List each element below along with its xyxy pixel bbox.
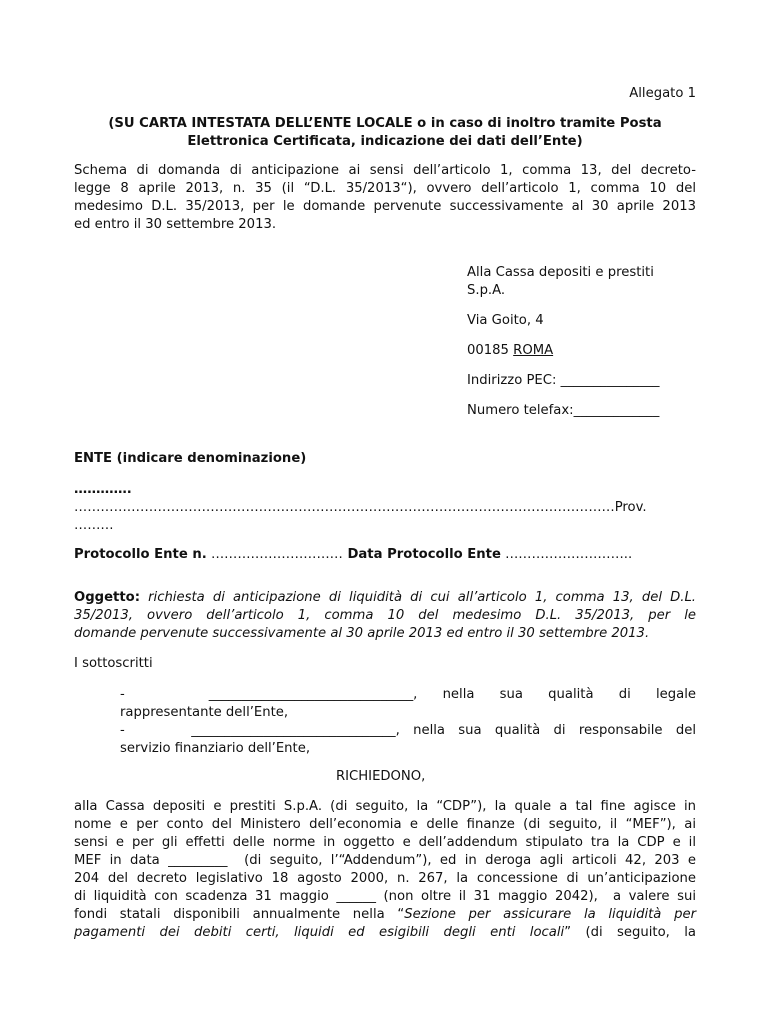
ente-dots-2: ……………………………………………………………………………………………………………Prov.: [74, 500, 647, 515]
intro-line-4: ed entro il 30 settembre 2013.: [74, 217, 277, 232]
body-line-8b: ” (di seguito, la: [564, 925, 696, 940]
oggetto-line-3: domande pervenute successivamente al 30 aprile 2013 ed entro il 30 settembre 2013.: [74, 626, 650, 641]
body-line-8: [74, 924, 696, 942]
recipient-fax: Numero telefax:_____________: [467, 403, 660, 418]
protocollo-label: Protocollo Ente n.: [74, 547, 207, 562]
intro-paragraph: [74, 162, 696, 234]
signatory-1-line-1: - _______________________________, nella sua qualità di legale: [120, 687, 696, 702]
intro-line-2: legge 8 aprile 2013, n. 35 (il “D.L. 35/2013“), ovvero dell’articolo 1, comma 10 del: [74, 181, 696, 196]
protocollo-dots: …………………………: [206, 547, 343, 562]
data-protocollo-label: Data Protocollo Ente: [342, 547, 501, 562]
body-paragraph: [74, 798, 696, 942]
heading-line-2: Elettronica Certificata, indicazione dei dati dell’Ente): [187, 134, 583, 149]
body-line-1: alla Cassa depositi e prestiti S.p.A. (di seguito, la “CDP”), la quale a tal fine agisce in: [74, 799, 696, 814]
body-line-3: sensi e per gli effetti delle norme in oggetto e dell’addendum stipulato tra la CDP e il: [74, 835, 696, 850]
allegato-label: Allegato 1: [629, 86, 696, 101]
oggetto-label: Oggetto:: [74, 590, 140, 605]
recipient-city-line: [467, 342, 707, 360]
body-line-8a: pagamenti dei debiti certi, liquidi ed esigibili degli enti locali: [74, 925, 565, 940]
oggetto-line-1: [74, 589, 696, 607]
recipient-line-1: Alla Cassa depositi e prestiti: [467, 265, 654, 280]
body-line-5: 204 del decreto legislativo 18 agosto 2000, n. 267, la concessione di un’anticipazione: [74, 871, 696, 886]
oggetto-text-1: richiesta di anticipazione di liquidità di cui all’articolo 1, comma 13, del D.L.: [139, 590, 696, 605]
body-line-4: MEF in data _________ (di seguito, l’“Addendum”), ed in deroga agli articoli 42, 203 e: [74, 853, 696, 868]
heading: [74, 115, 696, 151]
ente-dots-1: ………….: [74, 482, 132, 497]
signatory-list: [120, 686, 696, 758]
sottoscritti-label: I sottoscritti: [74, 656, 153, 671]
body-line-6: di liquidità con scadenza 31 maggio ______ (non oltre il 31 maggio 2042), a valere sui: [74, 889, 696, 904]
body-line-2: nome e per conto del Ministero dell’economia e delle finanze (di seguito, il “MEF”), ai: [74, 817, 696, 832]
recipient-street: Via Goito, 4: [467, 313, 544, 328]
recipient-line-2: S.p.A.: [467, 283, 506, 298]
recipient-block: [467, 264, 707, 300]
signatory-1-line-2: rappresentante dell’Ente,: [120, 705, 289, 720]
protocollo-line: [74, 546, 632, 564]
intro-line-1: Schema di domanda di anticipazione ai sensi dell’articolo 1, comma 13, del decreto-: [74, 163, 696, 178]
body-line-7b: Sezione per assicurare la liquidità per: [404, 907, 696, 922]
richiedono-heading: RICHIEDONO,: [336, 769, 426, 784]
oggetto-paragraph: [74, 589, 696, 643]
body-line-7a: fondi statali disponibili annualmente nella “: [74, 907, 405, 922]
recipient-city: ROMA: [513, 343, 554, 358]
ente-dots-3: ………: [74, 518, 114, 533]
body-line-7: [74, 906, 696, 924]
oggetto-line-2: 35/2013, ovvero dell’articolo 1, comma 10 del medesimo D.L. 35/2013, per le: [74, 608, 696, 623]
recipient-cap: 00185: [467, 343, 514, 358]
ente-label: ENTE (indicare denominazione): [74, 451, 307, 466]
intro-line-3: medesimo D.L. 35/2013, per le domande pervenute successivamente al 30 aprile 2013: [74, 199, 696, 214]
signatory-2-line-1: - _______________________________, nella sua qualità di responsabile del: [120, 723, 696, 738]
data-protocollo-dots: ………………………..: [500, 547, 633, 562]
signatory-2-line-2: servizio finanziario dell’Ente,: [120, 741, 311, 756]
recipient-pec: Indirizzo PEC: _______________: [467, 373, 660, 388]
heading-line-1: (SU CARTA INTESTATA DELL’ENTE LOCALE o in caso di inoltro tramite Posta: [108, 116, 662, 131]
